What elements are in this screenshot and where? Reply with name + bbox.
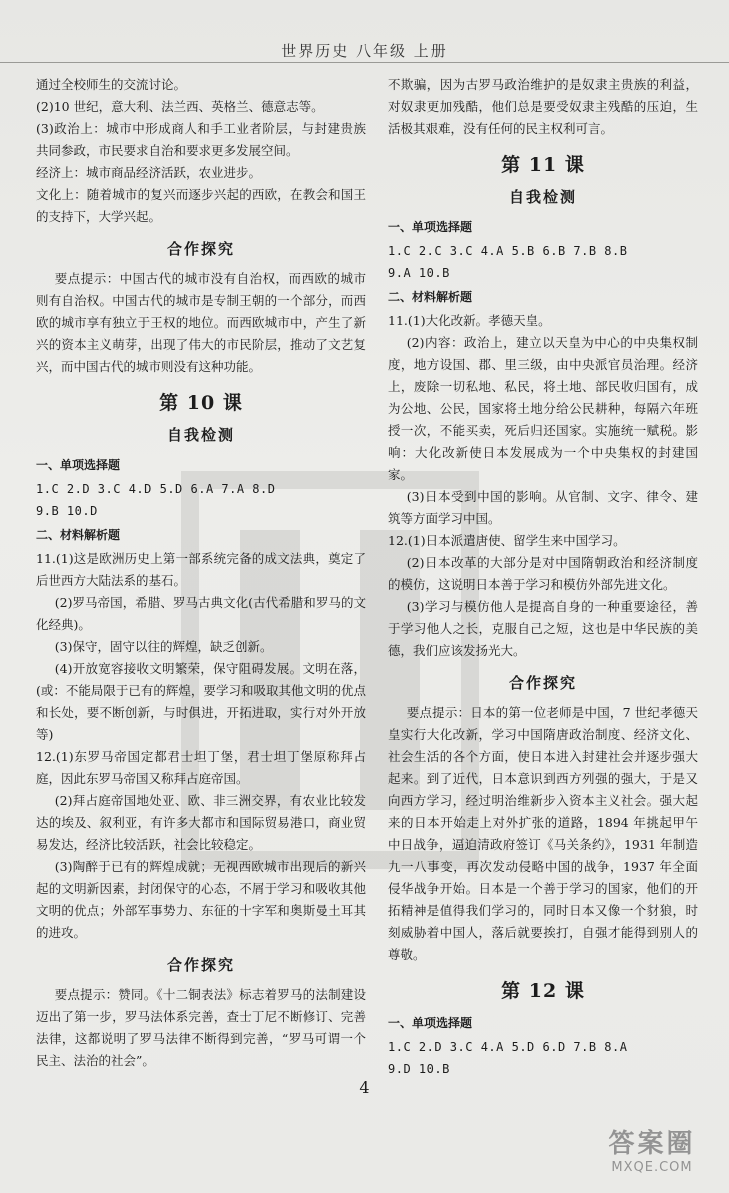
site-logo [587, 1123, 717, 1185]
left-column [36, 74, 366, 1072]
answer-item: (2)日本改革的大部分是对中国隋朝政治和经济制度的模仿，这说明日本善于学习和模仿外部先进文化。 [388, 555, 698, 592]
answer-item: (3)学习与模仿他人是提高自身的一种重要途径，善于学习他人之长，克服自己之短，这也是中华民族的美德，我们应该发扬光大。 [388, 599, 698, 658]
logo-text: 答案圈 [608, 1129, 696, 1159]
section-heading: 二、材料解析题 [36, 528, 121, 542]
answer-item: (3)陶醉于已有的辉煌成就；无视西欧城市出现后的新兴起的文明新因素，封闭保守的心态，不屑于学习和吸收其他文明的优点；外部军事势力、东征的十字军和奥斯曼土耳其的进攻。 [36, 859, 366, 940]
section-heading: 一、单项选择题 [388, 220, 473, 234]
text-line: 文化上：随着城市的复兴而逐步兴起的西欧，在教会和国王的支持下，大学兴起。 [36, 187, 366, 224]
logo-domain: MXQE.COM [611, 1160, 693, 1175]
answer-line: 9.A 10.B [388, 266, 450, 280]
answer-line: 1.C 2.D 3.C 4.D 5.D 6.A 7.A 8.D [36, 482, 276, 496]
header-title: 世界历史 八年级 上册 [281, 42, 448, 60]
answer-item: (2)内容：政治上，建立以天皇为中心的中央集权制度，地方设国、郡、里三级，由中央派官员治理。经济上，废除一切私地、私民，将土地、部民收归国有，成为公地、公民，国家将土地分给公民耕种，每隔六年班授一次，不能买卖，死后归还国家。实施统一赋税。影响：大化改新使日本发展成为一个中央集权的封建国家。 [388, 335, 698, 482]
self-check-title: 自我检测 [166, 426, 235, 444]
lesson-10-title: 第 10 课 [159, 392, 243, 414]
section-heading: 一、单项选择题 [36, 458, 121, 472]
answer-line: 1.C 2.C 3.C 4.A 5.B 6.B 7.B 8.B [388, 244, 628, 258]
section-heading: 一、单项选择题 [388, 1016, 473, 1030]
answer-item: 12.(1)东罗马帝国定都君士坦丁堡，君士坦丁堡原称拜占庭，因此东罗马帝国又称拜占庭帝国。 [36, 749, 366, 786]
text-line: (2)10 世纪，意大利、法兰西、英格兰、德意志等。 [36, 99, 324, 114]
answer-line: 9.B 10.D [36, 504, 98, 518]
section-title-cooperation: 合作探究 [508, 674, 577, 692]
answer-line: 9.D 10.B [388, 1062, 450, 1076]
page-header [0, 30, 729, 63]
lesson-11-title: 第 11 课 [501, 154, 585, 176]
answer-item: (3)保守，固守以往的辉煌，缺乏创新。 [54, 639, 273, 654]
answer-item: (2)拜占庭帝国地处亚、欧、非三洲交界，有农业比较发达的埃及、叙利亚，有许多大都市和国际贸易港口，商业贸易发达，经济比较活跃，社会比较稳定。 [36, 793, 366, 852]
text-line: 通过全校师生的交流讨论。 [36, 77, 187, 92]
section-title-cooperation: 合作探究 [166, 240, 235, 258]
section-heading: 二、材料解析题 [388, 290, 473, 304]
cooperation-text: 要点提示：中国古代的城市没有自治权，而西欧的城市则有自治权。中国古代的城市是专制王朝的一个部分，而西欧的城市享有独立于王权的地位。而西欧城市中，产生了新兴的资本主义萌芽，出现了伟大的市民阶层，推动了文艺复兴，而中国古代的城市则没有这种功能。 [36, 271, 366, 374]
self-check-title: 自我检测 [508, 188, 577, 206]
text-line: 经济上：城市商品经济活跃，农业进步。 [36, 165, 262, 180]
answer-item: (3)日本受到中国的影响。从官制、文字、律令、建筑等方面学习中国。 [388, 489, 698, 526]
answer-item: 11.(1)这是欧洲历史上第一部系统完备的成文法典，奠定了后世西方大陆法系的基石。 [36, 551, 366, 588]
right-column [388, 74, 698, 1080]
cooperation-text: 要点提示：赞同。《十二铜表法》标志着罗马的法制建设迈出了第一步，罗马法体系完善，查士丁尼不断修订、完善法律，这都说明了罗马法律不断得到完善，“罗马可谓一个民主、法治的社会”。 [36, 987, 366, 1068]
lesson-12-title: 第 12 课 [501, 980, 585, 1002]
cooperation-text: 要点提示：日本的第一位老师是中国，7 世纪孝德天皇实行大化改新，学习中国隋唐政治制度、经济文化、社会生活的各个方面，使日本进入封建社会并逐步强大起来。到了近代，日本意识到西方列强的强大，于是又向西方学习，经过明治维新步入资本主义社会。强大起来的日本开始走上对外扩张的道路，1894 年挑起甲午中日战争，逼迫清政府签订《马关条约》，1931 年制造九一八事变，再次发动侵略中国的战争，1937 年全面侵华战争开始。日本是一个善于学习的国家，他们的开拓精神是值得我们学习的，同时日本又像一个豺狼，时刻威胁着中国人，落后就要挨打，自强才能得到别人的尊敬。 [388, 705, 698, 962]
answer-item: (4)开放宽容接收文明繁荣，保守阻碍发展。文明在落，(或：不能局限于已有的辉煌，要学习和吸取其他文明的优点和长处，要不断创新，与时俱进，开拓进取，实行对外开放等) [36, 661, 366, 742]
section-title-cooperation: 合作探究 [166, 956, 235, 974]
page-number: 4 [359, 1078, 370, 1097]
answer-item: (2)罗马帝国，希腊、罗马古典文化(古代希腊和罗马的文化经典)。 [36, 595, 366, 632]
answer-line: 1.C 2.D 3.C 4.A 5.D 6.D 7.B 8.A [388, 1040, 628, 1054]
text-line: (3)政治上：城市中形成商人和手工业者阶层，与封建贵族共同参政，市民要求自治和要求更多发展空间。 [36, 121, 366, 158]
answer-item: 11.(1)大化改新。孝德天皇。 [388, 313, 551, 328]
answer-item: 12.(1)日本派遣唐使、留学生来中国学习。 [388, 533, 626, 548]
text-line: 不欺骗，因为古罗马政治维护的是奴隶主贵族的利益，对奴隶更加残酷，他们总是要受奴隶主残酷的压迫，生活极其艰难，没有任何的民主权利可言。 [388, 77, 698, 136]
